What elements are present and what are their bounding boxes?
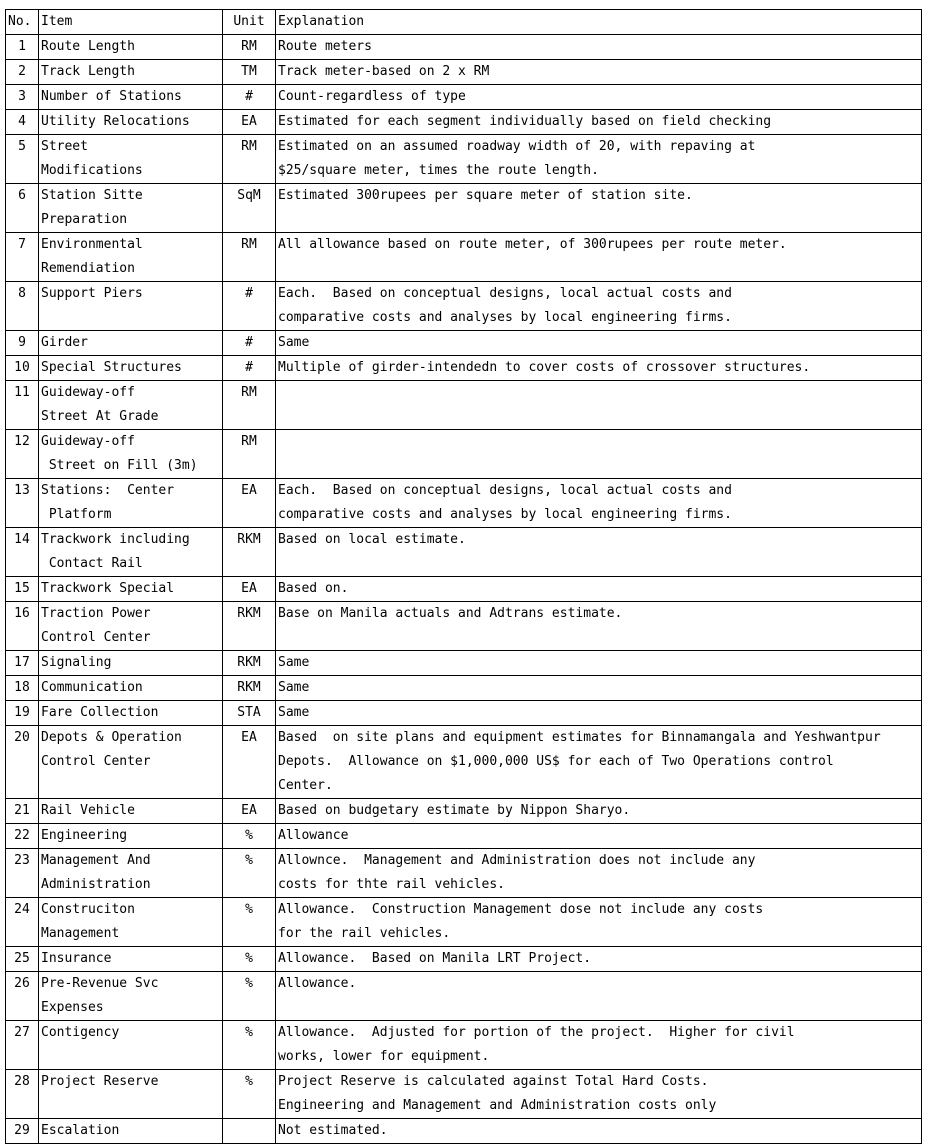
item-cell: Construciton Management — [39, 898, 223, 947]
table-row — [6, 430, 922, 479]
item-cell: Support Piers — [39, 282, 223, 331]
explanation-cell: Allowance. — [276, 972, 922, 1021]
unit-cell: RM — [223, 233, 276, 282]
item-cell: Depots & Operation Control Center — [39, 726, 223, 799]
no-cell: 24 — [6, 898, 39, 947]
table-row — [6, 1021, 922, 1070]
table-row — [6, 972, 922, 1021]
explanation-cell: Route meters — [276, 35, 922, 60]
unit-cell: RKM — [223, 528, 276, 577]
no-cell: 15 — [6, 577, 39, 602]
no-cell: 20 — [6, 726, 39, 799]
no-cell: 8 — [6, 282, 39, 331]
no-cell: 5 — [6, 135, 39, 184]
table-row — [6, 356, 922, 381]
explanation-cell — [276, 430, 922, 479]
unit-cell: # — [223, 331, 276, 356]
table-row — [6, 676, 922, 701]
table-row — [6, 331, 922, 356]
no-cell: 7 — [6, 233, 39, 282]
explanation-cell: Estimated 300rupees per square meter of station site. — [276, 184, 922, 233]
table-row — [6, 602, 922, 651]
no-cell: 25 — [6, 947, 39, 972]
explanation-cell: Base on Manila actuals and Adtrans estimate. — [276, 602, 922, 651]
item-cell: Number of Stations — [39, 85, 223, 110]
unit-cell — [223, 1119, 276, 1144]
item-cell: Stations: Center Platform — [39, 479, 223, 528]
explanation-cell: Allowance. Adjusted for portion of the project. Higher for civil works, lower for equipment. — [276, 1021, 922, 1070]
explanation-cell: Multiple of girder-intendedn to cover costs of crossover structures. — [276, 356, 922, 381]
item-cell: Project Reserve — [39, 1070, 223, 1119]
unit-cell: EA — [223, 479, 276, 528]
table-row — [6, 528, 922, 577]
explanation-cell: Each. Based on conceptual designs, local actual costs and comparative costs and analyses by local engineering firms. — [276, 282, 922, 331]
table-row — [6, 282, 922, 331]
explanation-cell: Same — [276, 651, 922, 676]
explanation-cell: Allowance. Based on Manila LRT Project. — [276, 947, 922, 972]
item-cell: Insurance — [39, 947, 223, 972]
no-cell: 27 — [6, 1021, 39, 1070]
no-cell: 11 — [6, 381, 39, 430]
item-cell: Signaling — [39, 651, 223, 676]
unit-cell: RM — [223, 381, 276, 430]
table-row — [6, 726, 922, 799]
explanation-cell: Based on. — [276, 577, 922, 602]
explanation-cell: All allowance based on route meter, of 300rupees per route meter. — [276, 233, 922, 282]
table-row — [6, 824, 922, 849]
unit-cell: % — [223, 972, 276, 1021]
unit-cell: EA — [223, 577, 276, 602]
table-row — [6, 60, 922, 85]
header-no: No. — [6, 10, 39, 35]
header-explanation: Explanation — [276, 10, 922, 35]
unit-cell: RM — [223, 430, 276, 479]
table-row — [6, 135, 922, 184]
item-cell: Rail Vehicle — [39, 799, 223, 824]
unit-cell: % — [223, 898, 276, 947]
unit-cell: # — [223, 282, 276, 331]
unit-cell: SqM — [223, 184, 276, 233]
table-row — [6, 85, 922, 110]
no-cell: 16 — [6, 602, 39, 651]
item-cell: Utility Relocations — [39, 110, 223, 135]
unit-cell: EA — [223, 726, 276, 799]
table-row — [6, 651, 922, 676]
item-cell: Fare Collection — [39, 701, 223, 726]
table-row — [6, 233, 922, 282]
item-cell: Management And Administration — [39, 849, 223, 898]
no-cell: 21 — [6, 799, 39, 824]
explanation-cell: Same — [276, 701, 922, 726]
item-cell: Street Modifications — [39, 135, 223, 184]
explanation-cell: Allowance. Construction Management dose not include any costs for the rail vehicles. — [276, 898, 922, 947]
table-row — [6, 849, 922, 898]
unit-cell: RM — [223, 135, 276, 184]
item-cell: Environmental Remendiation — [39, 233, 223, 282]
item-cell: Trackwork including Contact Rail — [39, 528, 223, 577]
no-cell: 17 — [6, 651, 39, 676]
no-cell: 3 — [6, 85, 39, 110]
no-cell: 28 — [6, 1070, 39, 1119]
table-row — [6, 381, 922, 430]
table-row — [6, 35, 922, 60]
table-row — [6, 799, 922, 824]
unit-cell: TM — [223, 60, 276, 85]
unit-cell: % — [223, 1070, 276, 1119]
explanation-cell: Allownce. Management and Administration does not include any costs for thte rail vehicles. — [276, 849, 922, 898]
explanation-cell: Estimated for each segment individually based on field checking — [276, 110, 922, 135]
item-cell: Guideway-off Street on Fill (3m) — [39, 430, 223, 479]
unit-cell: % — [223, 947, 276, 972]
explanation-cell: Based on site plans and equipment estimates for Binnamangala and Yeshwantpur Depots. Allowance on $1,000,000 US$ for each of Two Operations control Center. — [276, 726, 922, 799]
unit-cell: RKM — [223, 602, 276, 651]
unit-cell: EA — [223, 110, 276, 135]
explanation-cell: Based on local estimate. — [276, 528, 922, 577]
unit-cell: % — [223, 1021, 276, 1070]
unit-cell: RM — [223, 35, 276, 60]
unit-cell: STA — [223, 701, 276, 726]
no-cell: 6 — [6, 184, 39, 233]
explanation-cell: Count-regardless of type — [276, 85, 922, 110]
item-cell: Traction Power Control Center — [39, 602, 223, 651]
no-cell: 23 — [6, 849, 39, 898]
table-row — [6, 1070, 922, 1119]
no-cell: 22 — [6, 824, 39, 849]
item-cell: Escalation — [39, 1119, 223, 1144]
table-row — [6, 479, 922, 528]
table-row — [6, 184, 922, 233]
explanation-cell: Estimated on an assumed roadway width of 20, with repaving at $25/square meter, times the route length. — [276, 135, 922, 184]
no-cell: 9 — [6, 331, 39, 356]
cost-items-table — [5, 9, 922, 1144]
table-body — [6, 10, 922, 1144]
table-row — [6, 947, 922, 972]
unit-cell: % — [223, 824, 276, 849]
item-cell: Guideway-off Street At Grade — [39, 381, 223, 430]
no-cell: 19 — [6, 701, 39, 726]
unit-cell: RKM — [223, 651, 276, 676]
no-cell: 10 — [6, 356, 39, 381]
item-cell: Station Sitte Preparation — [39, 184, 223, 233]
explanation-cell: Each. Based on conceptual designs, local actual costs and comparative costs and analyses by local engineering firms. — [276, 479, 922, 528]
no-cell: 2 — [6, 60, 39, 85]
explanation-cell — [276, 381, 922, 430]
table-row — [6, 110, 922, 135]
item-cell: Girder — [39, 331, 223, 356]
no-cell: 29 — [6, 1119, 39, 1144]
unit-cell: % — [223, 849, 276, 898]
header-item: Item — [39, 10, 223, 35]
unit-cell: RKM — [223, 676, 276, 701]
no-cell: 1 — [6, 35, 39, 60]
no-cell: 14 — [6, 528, 39, 577]
unit-cell: # — [223, 85, 276, 110]
no-cell: 26 — [6, 972, 39, 1021]
no-cell: 12 — [6, 430, 39, 479]
unit-cell: EA — [223, 799, 276, 824]
explanation-cell: Same — [276, 676, 922, 701]
explanation-cell: Same — [276, 331, 922, 356]
item-cell: Contigency — [39, 1021, 223, 1070]
item-cell: Trackwork Special — [39, 577, 223, 602]
table-row — [6, 1119, 922, 1144]
explanation-cell: Not estimated. — [276, 1119, 922, 1144]
item-cell: Route Length — [39, 35, 223, 60]
explanation-cell: Track meter-based on 2 x RM — [276, 60, 922, 85]
no-cell: 13 — [6, 479, 39, 528]
item-cell: Communication — [39, 676, 223, 701]
no-cell: 4 — [6, 110, 39, 135]
item-cell: Special Structures — [39, 356, 223, 381]
table-row — [6, 701, 922, 726]
table-row — [6, 898, 922, 947]
explanation-cell: Allowance — [276, 824, 922, 849]
explanation-cell: Based on budgetary estimate by Nippon Sharyo. — [276, 799, 922, 824]
header-unit: Unit — [223, 10, 276, 35]
explanation-cell: Project Reserve is calculated against Total Hard Costs. Engineering and Management and Administration costs only — [276, 1070, 922, 1119]
no-cell: 18 — [6, 676, 39, 701]
unit-cell: # — [223, 356, 276, 381]
item-cell: Track Length — [39, 60, 223, 85]
table-row — [6, 577, 922, 602]
item-cell: Pre-Revenue Svc Expenses — [39, 972, 223, 1021]
item-cell: Engineering — [39, 824, 223, 849]
table-header-row — [6, 10, 922, 35]
